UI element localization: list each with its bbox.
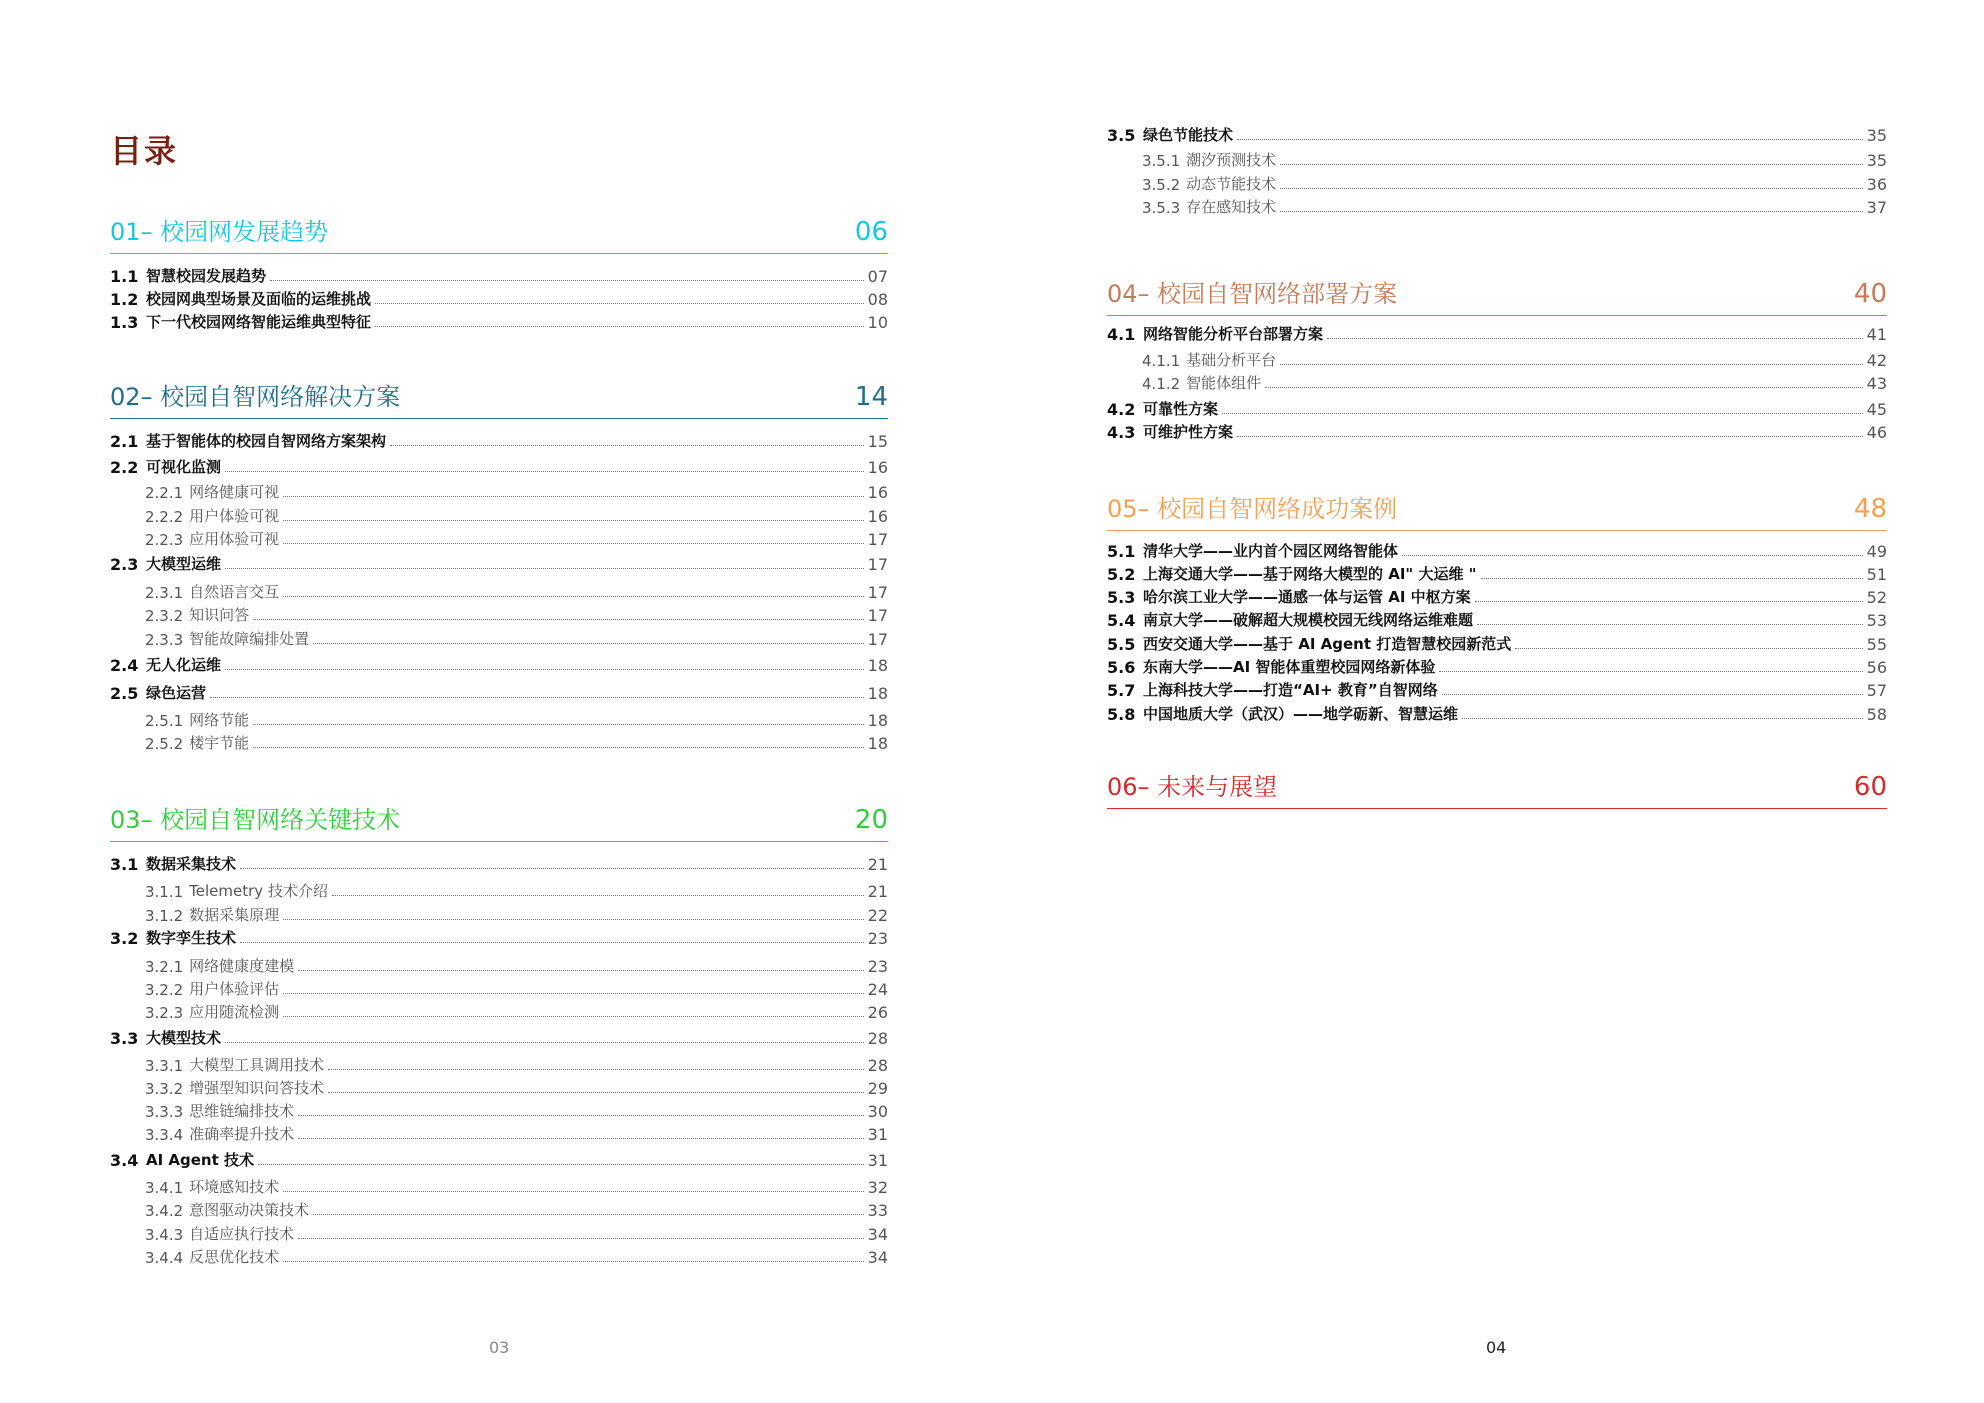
entry-page-number: 35 <box>1866 126 1887 145</box>
toc-subentry[interactable] <box>1107 193 1887 217</box>
entry-number: 2.3.1 <box>145 584 184 602</box>
page-title: 目录 <box>110 132 179 170</box>
entry-number: 4.1.1 <box>1142 352 1181 370</box>
toc-subentry[interactable] <box>110 1196 888 1220</box>
entry-label: 自然语言交互 <box>189 583 280 601</box>
dot-leader <box>1481 578 1863 579</box>
dot-leader <box>313 1214 863 1215</box>
toc-entry[interactable] <box>110 550 888 574</box>
dot-leader <box>283 919 863 920</box>
dot-leader <box>1222 413 1863 414</box>
toc-subentry[interactable] <box>110 578 888 602</box>
entry-label: 数字孪生技术 <box>146 929 237 947</box>
entry-label: 意图驱动决策技术 <box>189 1201 310 1219</box>
toc-subentry[interactable] <box>110 1074 888 1098</box>
entry-label: 存在感知技术 <box>1186 198 1277 216</box>
entry-label: 大模型运维 <box>146 555 222 573</box>
entry-label: 基于智能体的校园自智网络方案架构 <box>146 432 387 450</box>
dot-leader <box>270 280 864 281</box>
toc-entry[interactable] <box>1107 700 1887 724</box>
entry-label: 自适应执行技术 <box>189 1225 295 1243</box>
entry-page-number: 18 <box>867 711 888 730</box>
dot-leader <box>332 895 864 896</box>
entry-label: 网络健康度建模 <box>189 957 295 975</box>
entry-label: 智能故障编排处置 <box>189 630 310 648</box>
dot-leader <box>1327 338 1863 339</box>
entry-label: 用户体验评估 <box>189 980 280 998</box>
section-header <box>1107 764 1887 809</box>
entry-label: 上海科技大学——打造“AI+ 教育”自智网络 <box>1143 681 1438 699</box>
entry-page-number: 55 <box>1866 635 1887 654</box>
toc-subentry[interactable] <box>110 1243 888 1267</box>
toc-subentry[interactable] <box>110 502 888 526</box>
entry-page-number: 23 <box>867 929 888 948</box>
entry-number: 3.3 <box>110 1029 139 1048</box>
dot-leader <box>375 326 864 327</box>
entry-number: 5.1 <box>1107 542 1136 561</box>
entry-page-number: 08 <box>867 290 888 309</box>
entry-page-number: 57 <box>1866 681 1887 700</box>
dot-leader <box>1280 211 1862 212</box>
dot-leader <box>253 619 863 620</box>
toc-subentry[interactable] <box>110 525 888 549</box>
toc-entry[interactable] <box>1107 121 1887 145</box>
toc-subentry[interactable] <box>110 1097 888 1121</box>
entry-page-number: 53 <box>1866 611 1887 630</box>
dot-leader <box>1515 648 1862 649</box>
entry-number: 1.1 <box>110 267 139 286</box>
entry-page-number: 21 <box>867 855 888 874</box>
entry-page-number: 45 <box>1866 400 1887 419</box>
toc-entry[interactable] <box>110 924 888 948</box>
section-page-number: 06 <box>854 217 888 247</box>
entry-number: 5.3 <box>1107 588 1136 607</box>
toc-subentry[interactable] <box>110 625 888 649</box>
entry-label: 楼宇节能 <box>189 734 250 752</box>
toc-entry[interactable] <box>110 651 888 675</box>
toc-entry[interactable] <box>1107 676 1887 700</box>
entry-number: 3.1 <box>110 855 139 874</box>
toc-section-06 <box>1107 764 1887 809</box>
page-number-right: 04 <box>1486 1338 1507 1357</box>
entry-label: 无人化运维 <box>146 656 222 674</box>
entry-number: 2.3 <box>110 555 139 574</box>
entry-number: 5.6 <box>1107 658 1136 677</box>
entry-label: 潮汐预测技术 <box>1186 151 1277 169</box>
toc-entry[interactable] <box>110 1146 888 1170</box>
entry-label: 大模型工具调用技术 <box>189 1056 325 1074</box>
entry-number: 3.2.1 <box>145 958 184 976</box>
toc-section-04 <box>1107 271 1887 442</box>
toc-subentry[interactable] <box>1107 146 1887 170</box>
entry-label: 绿色节能技术 <box>1143 126 1234 144</box>
dot-leader <box>253 747 863 748</box>
dot-leader <box>283 993 863 994</box>
entry-page-number: 17 <box>867 555 888 574</box>
entry-number: 3.1.1 <box>145 883 184 901</box>
entry-page-number: 22 <box>867 906 888 925</box>
dot-leader <box>253 724 863 725</box>
entry-number: 4.1.2 <box>1142 375 1181 393</box>
dot-leader <box>283 543 863 544</box>
entry-number: 3.1.2 <box>145 907 184 925</box>
entry-label: 上海交通大学——基于网络大模型的 AI" 大运维 " <box>1143 565 1477 583</box>
entry-list <box>110 254 888 332</box>
entry-number: 3.3.4 <box>145 1126 184 1144</box>
toc-subentry[interactable] <box>110 729 888 753</box>
dot-leader <box>1265 387 1862 388</box>
entry-number: 2.3.3 <box>145 631 184 649</box>
dot-leader <box>390 445 864 446</box>
entry-list <box>1107 121 1887 217</box>
entry-label: 可靠性方案 <box>1143 400 1219 418</box>
entry-number: 3.3.1 <box>145 1057 184 1075</box>
section-page-number: 14 <box>854 382 888 412</box>
toc-subentry[interactable] <box>110 901 888 925</box>
toc-entry[interactable] <box>110 850 888 874</box>
entry-page-number: 17 <box>867 630 888 649</box>
toc-section-05 <box>1107 486 1887 724</box>
section-title[interactable]: 06– 未来与展望 <box>1107 773 1278 801</box>
dot-leader <box>225 471 864 472</box>
dot-leader <box>328 1069 863 1070</box>
dot-leader <box>1237 139 1863 140</box>
entry-page-number: 17 <box>867 606 888 625</box>
toc-entry[interactable] <box>110 453 888 477</box>
toc-entry[interactable] <box>1107 653 1887 677</box>
dot-leader <box>240 868 864 869</box>
section-page-number: 48 <box>1853 494 1887 524</box>
toc-entry[interactable] <box>1107 606 1887 630</box>
entry-list <box>110 842 888 1267</box>
toc-subentry[interactable] <box>110 478 888 502</box>
entry-label: 下一代校园网络智能运维典型特征 <box>146 313 372 331</box>
entry-page-number: 18 <box>867 684 888 703</box>
dot-leader <box>375 303 864 304</box>
entry-page-number: 18 <box>867 656 888 675</box>
entry-number: 3.5.1 <box>1142 152 1181 170</box>
toc-entry[interactable] <box>110 427 888 451</box>
entry-list <box>1107 316 1887 442</box>
toc-section-02 <box>110 374 888 753</box>
toc-subentry[interactable] <box>110 998 888 1022</box>
entry-label: 网络健康可视 <box>189 483 280 501</box>
dot-leader <box>1237 436 1863 437</box>
entry-page-number: 46 <box>1866 423 1887 442</box>
entry-label: 数据采集技术 <box>146 855 237 873</box>
entry-label: 可维护性方案 <box>1143 423 1234 441</box>
section-title[interactable]: 01– 校园网发展趋势 <box>110 218 329 246</box>
dot-leader <box>225 669 864 670</box>
entry-label: 东南大学——AI 智能体重塑校园网络新体验 <box>1143 658 1436 676</box>
entry-page-number: 41 <box>1866 325 1887 344</box>
toc-subentry[interactable] <box>110 952 888 976</box>
entry-label: 基础分析平台 <box>1186 351 1277 369</box>
dot-leader <box>1280 188 1862 189</box>
entry-label: 网络节能 <box>189 711 250 729</box>
toc-subentry[interactable] <box>110 975 888 999</box>
entry-number: 2.2.3 <box>145 531 184 549</box>
entry-label: 中国地质大学（武汉）——地学砺新、智慧运维 <box>1143 705 1459 723</box>
entry-label: 环境感知技术 <box>189 1178 280 1196</box>
entry-label: 南京大学——破解超大规模校园无线网络运维难题 <box>1143 611 1474 629</box>
toc-subentry[interactable] <box>110 706 888 730</box>
entry-number: 3.2.3 <box>145 1004 184 1022</box>
toc-entry[interactable] <box>1107 630 1887 654</box>
entry-label: 增强型知识问答技术 <box>189 1079 325 1097</box>
entry-number: 3.2 <box>110 929 139 948</box>
entry-label: 大模型技术 <box>146 1029 222 1047</box>
entry-number: 2.5 <box>110 684 139 703</box>
entry-number: 2.3.2 <box>145 607 184 625</box>
entry-label: 智慧校园发展趋势 <box>146 267 267 285</box>
toc-subentry[interactable] <box>110 601 888 625</box>
dot-leader <box>1402 555 1863 556</box>
entry-label: AI Agent 技术 <box>146 1151 255 1169</box>
toc-entry[interactable] <box>1107 395 1887 419</box>
entry-number: 3.4.4 <box>145 1249 184 1267</box>
toc-subentry[interactable] <box>110 1173 888 1197</box>
entry-number: 5.4 <box>1107 611 1136 630</box>
entry-page-number: 16 <box>867 483 888 502</box>
section-header <box>110 374 888 419</box>
entry-page-number: 56 <box>1866 658 1887 677</box>
dot-leader <box>225 1042 864 1043</box>
section-title[interactable]: 03– 校园自智网络关键技术 <box>110 806 401 834</box>
toc-subentry[interactable] <box>110 877 888 901</box>
section-header <box>110 209 888 254</box>
toc-entry[interactable] <box>110 679 888 703</box>
entry-number: 5.8 <box>1107 705 1136 724</box>
entry-page-number: 17 <box>867 583 888 602</box>
toc-entry[interactable] <box>110 1024 888 1048</box>
section-title[interactable]: 05– 校园自智网络成功案例 <box>1107 495 1398 523</box>
toc-section-03 <box>110 797 888 1267</box>
entry-page-number: 37 <box>1866 198 1887 217</box>
dot-leader <box>283 596 863 597</box>
entry-label: 用户体验可视 <box>189 507 280 525</box>
entry-page-number: 07 <box>867 267 888 286</box>
entry-number: 5.7 <box>1107 681 1136 700</box>
entry-number: 3.5.3 <box>1142 199 1181 217</box>
toc-entry[interactable] <box>110 262 888 286</box>
dot-leader <box>1442 694 1863 695</box>
entry-number: 3.4.1 <box>145 1179 184 1197</box>
toc-entry[interactable] <box>1107 560 1887 584</box>
entry-number: 3.2.2 <box>145 981 184 999</box>
entry-number: 2.2.2 <box>145 508 184 526</box>
entry-number: 4.1 <box>1107 325 1136 344</box>
dot-leader <box>210 697 864 698</box>
section-page-number: 20 <box>854 805 888 835</box>
dot-leader <box>298 1138 863 1139</box>
entry-label: 绿色运营 <box>146 684 207 702</box>
entry-page-number: 51 <box>1866 565 1887 584</box>
entry-number: 3.4 <box>110 1151 139 1170</box>
toc-subentry[interactable] <box>110 1051 888 1075</box>
entry-page-number: 24 <box>867 980 888 999</box>
entry-page-number: 30 <box>867 1102 888 1121</box>
entry-number: 3.4.2 <box>145 1202 184 1220</box>
entry-page-number: 23 <box>867 957 888 976</box>
toc-subentry[interactable] <box>110 1120 888 1144</box>
dot-leader <box>258 1164 864 1165</box>
section-title[interactable]: 02– 校园自智网络解决方案 <box>110 383 401 411</box>
toc-entry[interactable] <box>1107 583 1887 607</box>
entry-page-number: 49 <box>1866 542 1887 561</box>
dot-leader <box>283 1191 863 1192</box>
entry-page-number: 35 <box>1866 151 1887 170</box>
dot-leader <box>328 1092 863 1093</box>
toc-section-01 <box>110 209 888 332</box>
entry-label: 清华大学——业内首个园区网络智能体 <box>1143 542 1399 560</box>
entry-page-number: 36 <box>1866 175 1887 194</box>
entry-number: 5.5 <box>1107 635 1136 654</box>
dot-leader <box>1439 671 1862 672</box>
entry-label: 网络智能分析平台部署方案 <box>1143 325 1324 343</box>
entry-label: 应用体验可视 <box>189 530 280 548</box>
entry-page-number: 34 <box>867 1248 888 1267</box>
toc-section-03-continued <box>1107 121 1887 217</box>
toc-subentry[interactable] <box>1107 369 1887 393</box>
dot-leader <box>313 643 863 644</box>
dot-leader <box>298 970 863 971</box>
entry-page-number: 26 <box>867 1003 888 1022</box>
entry-page-number: 28 <box>867 1029 888 1048</box>
dot-leader <box>1477 624 1863 625</box>
dot-leader <box>240 942 864 943</box>
entry-page-number: 18 <box>867 734 888 753</box>
dot-leader <box>283 1261 863 1262</box>
entry-page-number: 34 <box>867 1225 888 1244</box>
entry-label: 反思优化技术 <box>189 1248 280 1266</box>
entry-label: 哈尔滨工业大学——通感一体与运管 AI 中枢方案 <box>1143 588 1471 606</box>
toc-entry[interactable] <box>1107 320 1887 344</box>
entry-label: 数据采集原理 <box>189 906 280 924</box>
entry-number: 2.5.2 <box>145 735 184 753</box>
entry-label: 智能体组件 <box>1186 374 1262 392</box>
entry-number: 4.2 <box>1107 400 1136 419</box>
entry-label: 可视化监测 <box>146 458 222 476</box>
entry-number: 2.5.1 <box>145 712 184 730</box>
entry-page-number: 42 <box>1866 351 1887 370</box>
entry-page-number: 16 <box>867 507 888 526</box>
toc-subentry[interactable] <box>1107 346 1887 370</box>
entry-page-number: 31 <box>867 1125 888 1144</box>
dot-leader <box>283 520 863 521</box>
entry-label: 准确率提升技术 <box>189 1125 295 1143</box>
entry-number: 3.3.2 <box>145 1080 184 1098</box>
dot-leader <box>1280 164 1862 165</box>
entry-label: 知识问答 <box>189 606 250 624</box>
toc-subentry[interactable] <box>1107 170 1887 194</box>
toc-entry[interactable] <box>110 308 888 332</box>
entry-page-number: 29 <box>867 1079 888 1098</box>
entry-label: 动态节能技术 <box>1186 175 1277 193</box>
entry-page-number: 28 <box>867 1056 888 1075</box>
dot-leader <box>1462 718 1863 719</box>
section-title[interactable]: 04– 校园自智网络部署方案 <box>1107 280 1398 308</box>
entry-list <box>110 419 888 753</box>
toc-entry[interactable] <box>1107 418 1887 442</box>
entry-label: 校园网典型场景及面临的运维挑战 <box>146 290 372 308</box>
dot-leader <box>225 568 864 569</box>
entry-number: 1.3 <box>110 313 139 332</box>
entry-number: 3.4.3 <box>145 1226 184 1244</box>
toc-entry[interactable] <box>110 285 888 309</box>
dot-leader <box>283 1016 863 1017</box>
entry-number: 3.3.3 <box>145 1103 184 1121</box>
entry-label: Telemetry 技术介绍 <box>189 882 328 900</box>
entry-page-number: 33 <box>867 1201 888 1220</box>
dot-leader <box>1475 601 1863 602</box>
page-number-left: 03 <box>489 1338 510 1357</box>
section-page-number: 40 <box>1853 279 1887 309</box>
section-header <box>1107 486 1887 531</box>
entry-page-number: 31 <box>867 1151 888 1170</box>
entry-number: 4.3 <box>1107 423 1136 442</box>
entry-number: 2.1 <box>110 432 139 451</box>
entry-number: 2.2.1 <box>145 484 184 502</box>
dot-leader <box>1280 364 1862 365</box>
entry-number: 1.2 <box>110 290 139 309</box>
entry-page-number: 43 <box>1866 374 1887 393</box>
section-header <box>1107 271 1887 316</box>
entry-label: 应用随流检测 <box>189 1003 280 1021</box>
dot-leader <box>298 1238 863 1239</box>
entry-page-number: 16 <box>867 458 888 477</box>
toc-entry[interactable] <box>1107 537 1887 561</box>
entry-page-number: 21 <box>867 882 888 901</box>
entry-page-number: 52 <box>1866 588 1887 607</box>
entry-label: 西安交通大学——基于 AI Agent 打造智慧校园新范式 <box>1143 635 1512 653</box>
entry-number: 5.2 <box>1107 565 1136 584</box>
dot-leader <box>298 1115 863 1116</box>
entry-label: 思维链编排技术 <box>189 1102 295 1120</box>
entry-number: 2.4 <box>110 656 139 675</box>
section-page-number: 60 <box>1853 772 1887 802</box>
entry-page-number: 17 <box>867 530 888 549</box>
entry-number: 3.5 <box>1107 126 1136 145</box>
entry-page-number: 58 <box>1866 705 1887 724</box>
entry-page-number: 15 <box>867 432 888 451</box>
toc-subentry[interactable] <box>110 1220 888 1244</box>
entry-number: 3.5.2 <box>1142 176 1181 194</box>
entry-number: 2.2 <box>110 458 139 477</box>
entry-page-number: 32 <box>867 1178 888 1197</box>
entry-page-number: 10 <box>867 313 888 332</box>
entry-list <box>1107 531 1887 724</box>
section-header <box>110 797 888 842</box>
dot-leader <box>283 496 863 497</box>
